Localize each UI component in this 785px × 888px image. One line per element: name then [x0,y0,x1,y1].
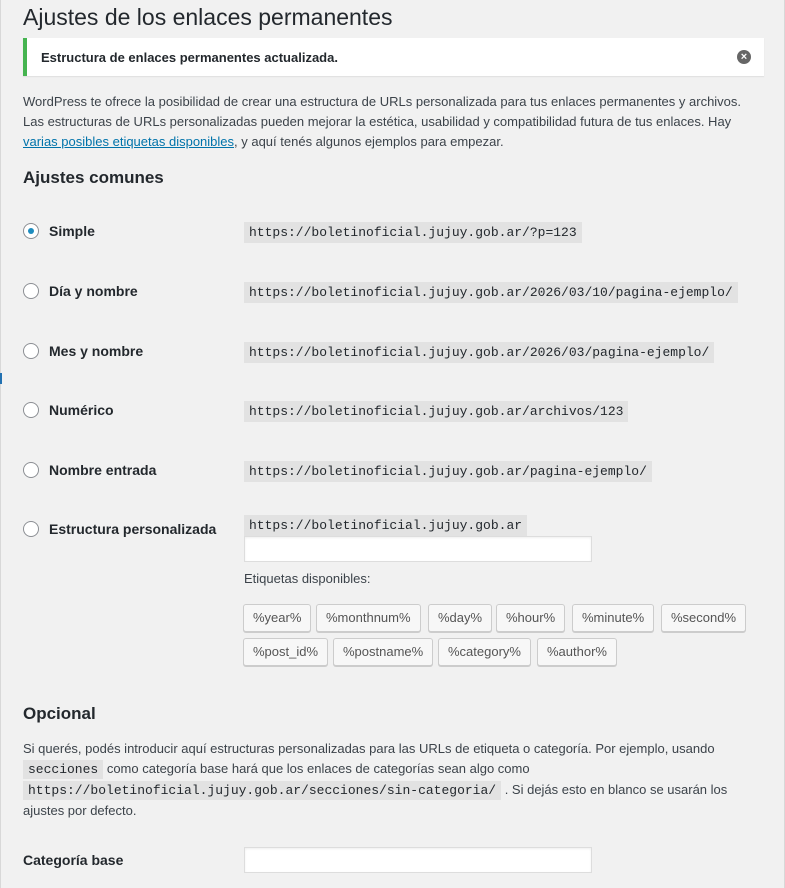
optional-heading: Opcional [23,704,96,723]
option-post-name[interactable] [23,462,156,478]
tag-button-hour[interactable]: %hour% [496,604,565,632]
radio-month-name[interactable] [23,343,39,359]
option-simple[interactable] [23,223,95,239]
radio-numeric[interactable] [23,402,39,418]
tag-button-category[interactable]: %category% [438,638,531,666]
option-numeric-url: https://boletinoficial.jujuy.gob.ar/archivos/123 [244,401,628,422]
option-post-name-url: https://boletinoficial.jujuy.gob.ar/pagina-ejemplo/ [244,461,652,482]
custom-structure-input[interactable] [244,536,592,562]
option-day-name-label: Día y nombre [49,283,138,299]
category-base-input[interactable] [244,847,592,873]
tag-button-second[interactable]: %second% [661,604,746,632]
category-base-label-text: Categoría base [23,852,124,868]
option-month-name-url: https://boletinoficial.jujuy.gob.ar/2026/03/pagina-ejemplo/ [244,342,714,363]
optional-text-1: Si querés, podés introducir aquí estructuras personalizadas para las URLs de etiqueta o categoría. Por ejemplo, usando [23,741,715,756]
dismiss-icon[interactable]: × [737,50,751,64]
option-simple-url: https://boletinoficial.jujuy.gob.ar/?p=123 [244,222,582,243]
tag-button-year[interactable]: %year% [243,604,311,632]
tag-button-day[interactable]: %day% [428,604,492,632]
available-tags-label: Etiquetas disponibles: [244,571,371,586]
optional-text-3: . Si dejás esto en blanco se usarán los ajustes por defecto. [23,782,728,818]
notice-message: Estructura de enlaces permanentes actualizada. [41,50,338,65]
available-tags-link[interactable]: varias posibles etiquetas disponibles [23,134,235,149]
option-custom[interactable] [23,521,216,537]
tag-button-monthnum[interactable]: %monthnum% [316,604,421,632]
tag-button-author[interactable]: %author% [537,638,617,666]
optional-paragraph [23,739,763,821]
radio-post-name[interactable] [23,462,39,478]
option-month-name[interactable] [23,343,143,359]
option-custom-label: Estructura personalizada [49,521,217,537]
page-title: Ajustes de los enlaces permanentes [23,4,393,30]
intro-text-end: , y aquí tenés algunos ejemplos para empezar. [234,134,504,149]
option-simple-label: Simple [49,223,95,239]
option-post-name-label: Nombre entrada [49,462,157,478]
optional-code-example-url: https://boletinoficial.jujuy.gob.ar/secciones/sin-categoria/ [23,781,501,800]
optional-text-2: como categoría base hará que los enlaces de categorías sean algo como [103,761,530,776]
intro-paragraph [23,92,753,152]
custom-structure-prefix: https://boletinoficial.jujuy.gob.ar [244,515,527,536]
window-left-border [0,0,1,888]
radio-custom[interactable] [23,521,39,537]
option-numeric-label: Numérico [49,402,114,418]
tag-button-postname[interactable]: %postname% [333,638,433,666]
option-day-name-url: https://boletinoficial.jujuy.gob.ar/2026/03/10/pagina-ejemplo/ [244,282,738,303]
radio-simple[interactable] [23,223,39,239]
tag-button-minute[interactable]: %minute% [572,604,654,632]
tag-button-post-id[interactable]: %post_id% [243,638,328,666]
option-month-name-label: Mes y nombre [49,343,144,359]
intro-text: WordPress te ofrece la posibilidad de crear una estructura de URLs personalizada para tus enlaces permanentes y archivos. Las estructuras de URLs personalizadas pueden mejorar la estética, usabilidad y compatibilidad futura de tus enlaces. Hay [23,94,742,129]
optional-code-category-base: secciones [23,760,103,779]
admin-menu-edge [0,373,2,384]
category-base-label [23,852,123,868]
option-day-name[interactable] [23,283,138,299]
radio-day-name[interactable] [23,283,39,299]
option-numeric[interactable] [23,402,114,418]
success-notice [23,38,764,76]
common-settings-heading: Ajustes comunes [23,168,164,187]
